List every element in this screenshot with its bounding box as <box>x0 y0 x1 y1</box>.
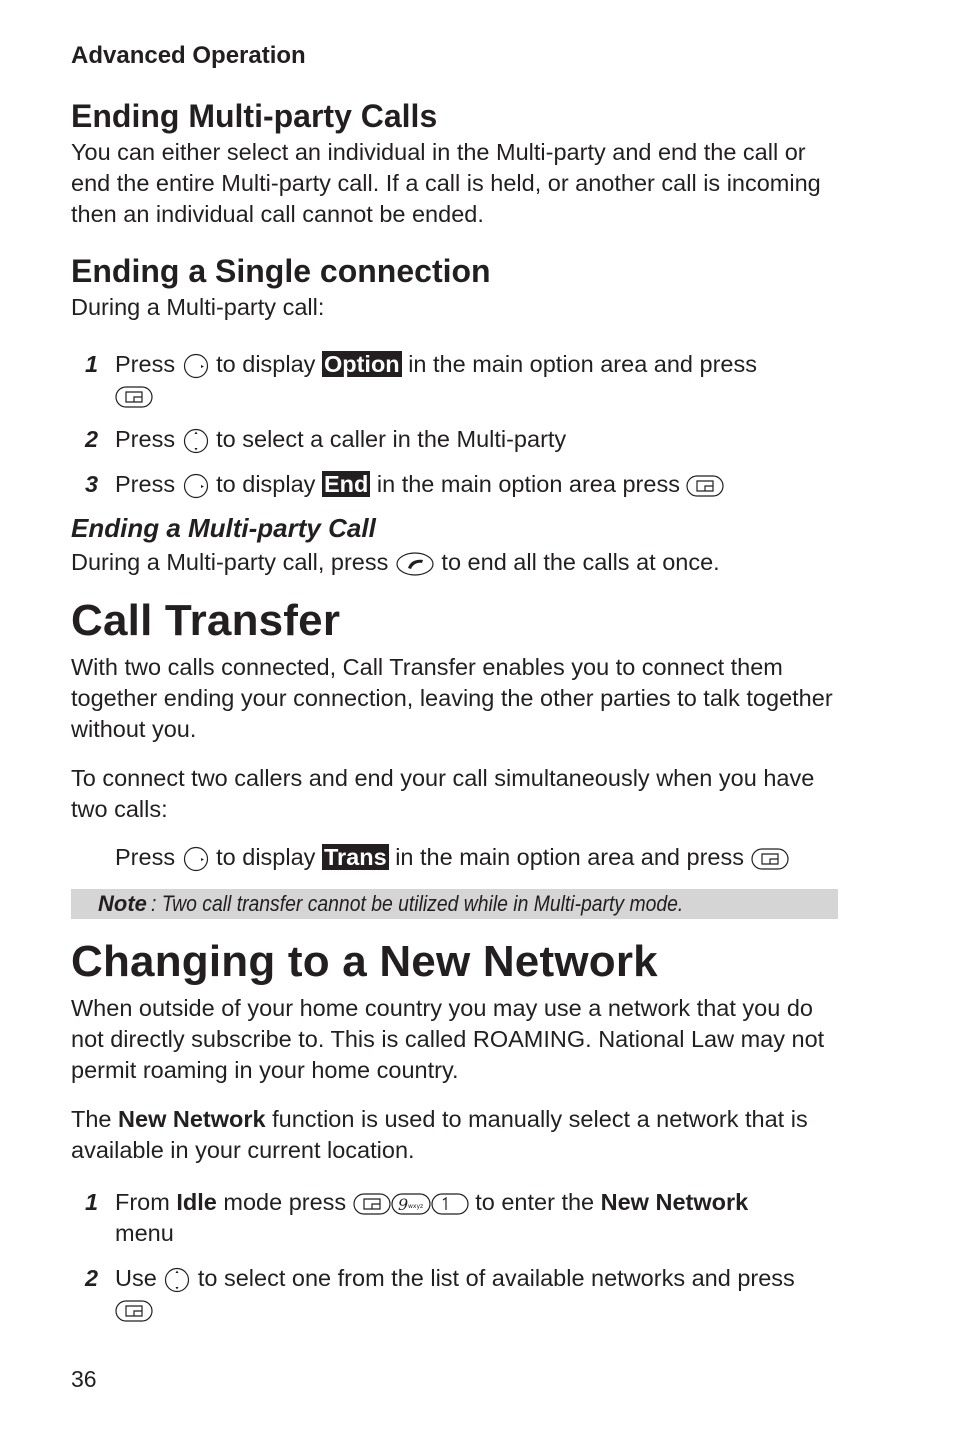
ending-call-body <box>71 547 841 578</box>
new-network-term: New Network <box>118 1106 266 1132</box>
step-text: in the main option area and press <box>395 844 744 870</box>
step-text: From <box>115 1189 170 1215</box>
select-key-icon <box>751 847 789 871</box>
svg-text:wxyz: wxyz <box>407 1202 423 1210</box>
new-network-section <box>71 937 841 1166</box>
ending-call-title: Ending a Multi-party Call <box>71 513 376 543</box>
ending-call-section <box>71 513 841 578</box>
body-text: to end all the calls at once. <box>441 549 720 575</box>
select-key-icon <box>115 1299 153 1323</box>
step-number: 1 <box>85 1189 99 1215</box>
option-softkey-label: Option <box>323 351 400 377</box>
step-text: menu <box>115 1220 174 1246</box>
body-text: function is used to manually select a network that is available in your current location. <box>71 1106 808 1163</box>
ending-multiparty-section <box>71 97 841 230</box>
nav-key-updown-icon <box>182 427 210 455</box>
ending-multiparty-title: Ending Multi-party Calls <box>71 98 438 134</box>
page-number: 36 <box>71 1366 97 1392</box>
call-transfer-section <box>71 596 841 825</box>
nav-key-right-icon <box>182 472 210 500</box>
idle-term: Idle <box>176 1189 217 1215</box>
note-bar <box>71 889 838 919</box>
step-text: Press <box>115 426 176 452</box>
call-transfer-body-1: With two calls connected, Call Transfer enables you to connect them together ending your connection, leaving the other parties to talk together without you. <box>71 654 833 742</box>
new-network-body-1: When outside of your home country you may use a network that you do not directly subscribe to. This is called ROAMING. National Law may not permit roaming in your home country. <box>71 995 825 1083</box>
note-label: Note <box>98 891 147 916</box>
ending-multiparty-body: You can either select an individual in the Multi-party and end the call or end the entire Multi-party call. If a call is held, or another call is incoming then an individual call cannot be ended. <box>71 139 821 227</box>
step-text: to select a caller in the Multi-party <box>216 426 567 452</box>
ending-single-section <box>71 252 841 323</box>
step-text: to enter the <box>475 1189 595 1215</box>
step-number: 1 <box>85 351 99 377</box>
step-text: in the main option area press <box>376 471 680 497</box>
key-9-icon <box>391 1192 431 1216</box>
select-key-icon <box>686 474 724 498</box>
select-key-icon <box>353 1192 391 1216</box>
nav-key-right-icon <box>182 352 210 380</box>
step-text: to display <box>216 471 316 497</box>
step-number: 2 <box>85 426 99 452</box>
step-text: in the main option area and press <box>408 351 757 377</box>
key-1-icon <box>431 1192 469 1216</box>
note-text: : Two call transfer cannot be utilized while in Multi-party mode. <box>151 891 684 916</box>
step-text: Press <box>115 471 176 497</box>
step-text: to display <box>216 351 316 377</box>
trans-softkey-label: Trans <box>323 844 387 870</box>
body-text: During a Multi-party call, press <box>71 549 389 575</box>
step-text: Press <box>115 844 176 870</box>
call-transfer-body-2: To connect two callers and end your call simultaneously when you have two calls: <box>71 765 815 822</box>
nav-key-right-icon <box>182 845 210 873</box>
new-network-term: New Network <box>600 1189 749 1215</box>
step-text: to display <box>216 844 316 870</box>
step-text: Use <box>115 1265 157 1291</box>
step-text: to select one from the list of available networks and press <box>197 1265 795 1291</box>
ending-single-intro: During a Multi-party call: <box>71 294 325 320</box>
select-key-icon <box>115 385 153 409</box>
step-number: 3 <box>85 471 99 497</box>
step-text: Press <box>115 351 176 377</box>
end-call-key-icon <box>395 551 435 577</box>
ending-single-title: Ending a Single connection <box>71 253 491 289</box>
call-transfer-title: Call Transfer <box>71 596 341 645</box>
end-softkey-label: End <box>323 471 369 497</box>
body-text: The <box>71 1106 112 1132</box>
step-number: 2 <box>85 1265 99 1291</box>
nav-key-updown-icon <box>163 1266 191 1294</box>
section-header: Advanced Operation <box>71 42 306 69</box>
new-network-title: Changing to a New Network <box>71 937 658 986</box>
svg-text:9: 9 <box>397 1194 408 1214</box>
step-text: mode press <box>223 1189 347 1215</box>
new-network-body-2 <box>71 1104 841 1166</box>
